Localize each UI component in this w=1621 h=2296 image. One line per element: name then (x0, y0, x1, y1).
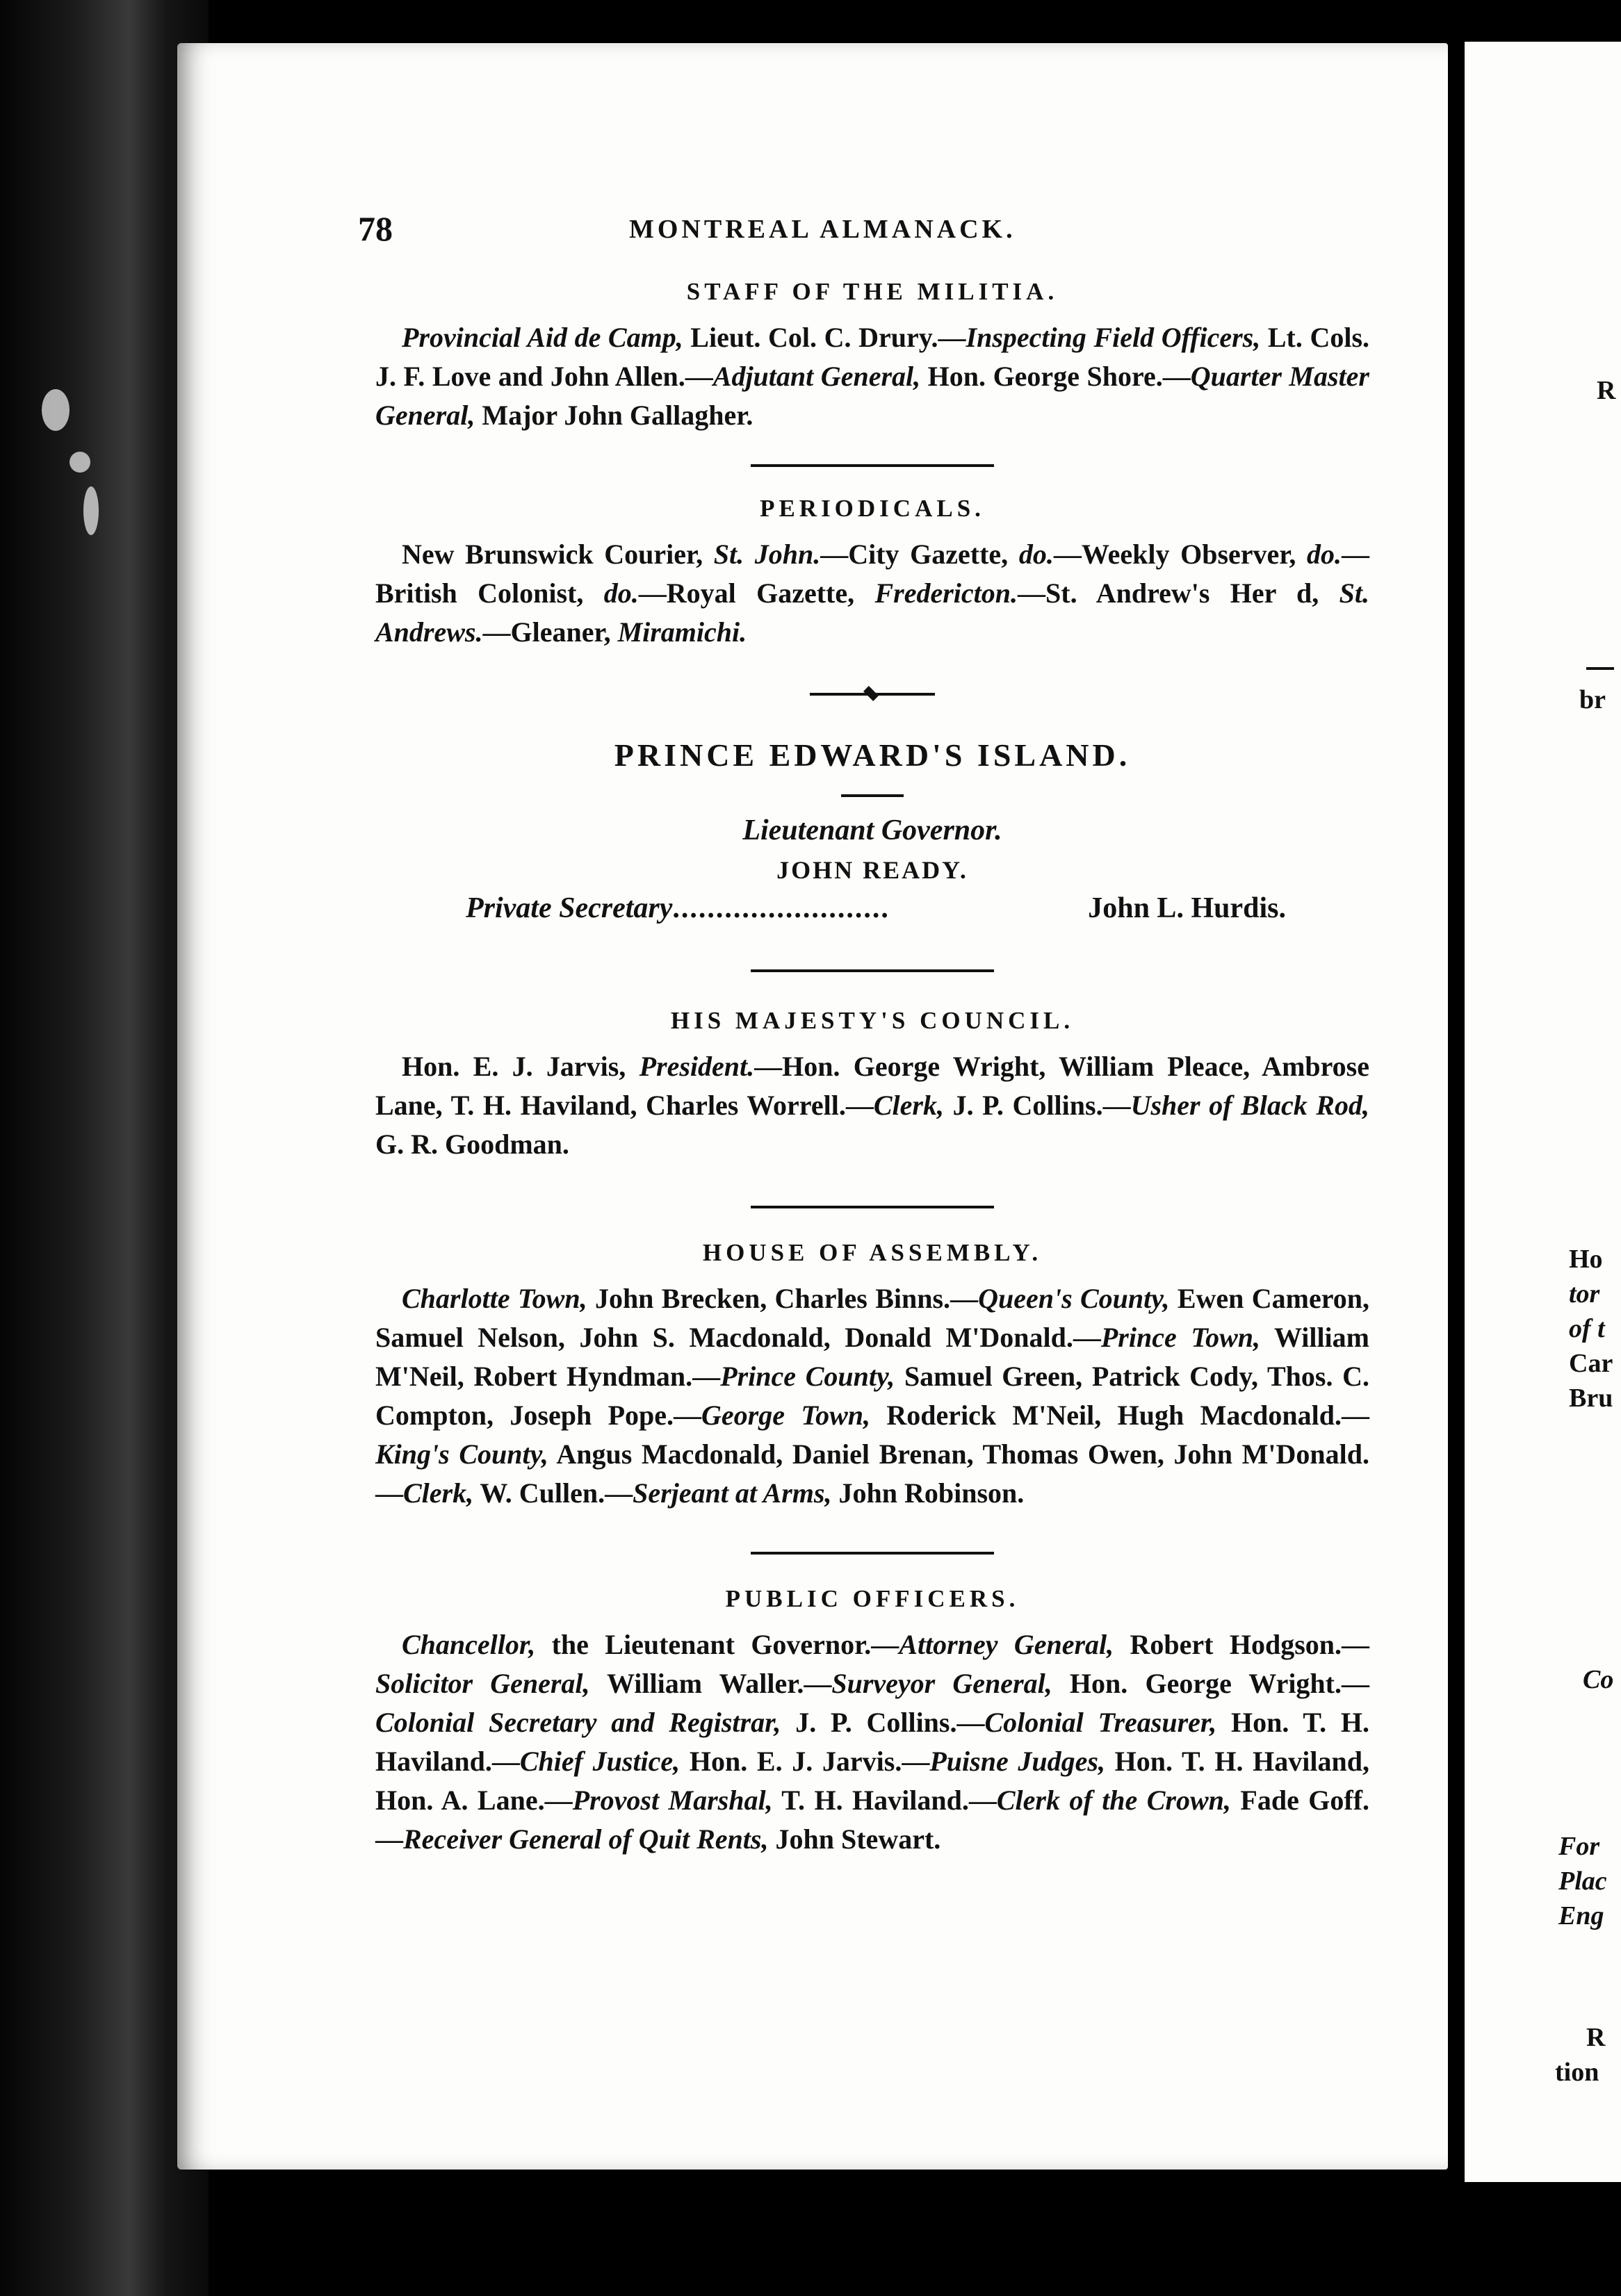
text-run: Robert Hodgson.— (1114, 1629, 1370, 1660)
office-title: Provost Marshal, (572, 1785, 773, 1816)
page-number: 78 (358, 209, 393, 248)
section-title: PERIODICALS. (760, 495, 985, 522)
militia-staff-text (375, 318, 1369, 435)
text-run: New Brunswick Courier, (402, 539, 714, 570)
text-run: G. R. Goodman. (375, 1129, 569, 1160)
running-head (358, 208, 1345, 250)
office-title: Private Secretary (466, 892, 673, 924)
office-title: Colonial Secretary and Registrar, (375, 1707, 781, 1738)
office-title: Puisne Judges, (929, 1746, 1105, 1777)
office-title: Surveyor General, (831, 1668, 1052, 1699)
section-divider (751, 969, 994, 972)
text-run: Hon. E. J. Jarvis.— (680, 1746, 930, 1777)
place-name: Fredericton. (874, 577, 1018, 609)
text-run: Ewen Cameron, Samuel Nelson, John S. Macdonald, Donald M'Donald.— (375, 1283, 1369, 1353)
scan-blemish (70, 452, 90, 473)
office-title: Inspecting Field Officers, (966, 322, 1261, 353)
scan-blemish (83, 486, 99, 535)
facing-text: R (1597, 376, 1616, 405)
district-name: Prince Town, (1100, 1322, 1261, 1353)
office-title: Attorney General, (899, 1629, 1114, 1660)
text-run: Angus Macdonald, Daniel Brenan, Thomas Owen, John M'Donald.— (375, 1438, 1370, 1509)
facing-text: R (1586, 2023, 1606, 2052)
text-run: William Waller.— (589, 1668, 832, 1699)
text-run: Lt. Cols. J. F. Love and John Allen.— (375, 322, 1370, 392)
office-title: Colonial Treasurer, (984, 1707, 1217, 1738)
office-title: Clerk, (403, 1477, 474, 1509)
office-title: President. (639, 1051, 755, 1082)
section-periodicals (375, 495, 1369, 652)
text-run: Lieut. Col. C. Drury.— (683, 322, 966, 353)
text-run: —City Gazette, (820, 539, 1019, 570)
page-content (375, 278, 1369, 1859)
text-run: —Hon. George Wright, William Pleace, Ambrose Lane, T. H. Haviland, Charles Worrell.— (375, 1051, 1369, 1121)
text-run: Roderick M'Neil, Hugh Macdonald.— (870, 1400, 1369, 1431)
text-run: Samuel Green, Patrick Cody, Thos. C. Compton, Joseph Pope.— (375, 1361, 1370, 1431)
office-title: Adjutant General, (712, 361, 921, 392)
text-run: J. P. Collins.— (781, 1707, 985, 1738)
text-run: the Lieutenant Governor.— (535, 1629, 899, 1660)
text-run: John Brecken, Charles Binns.— (587, 1283, 979, 1314)
office-title: Clerk, (873, 1090, 944, 1121)
section-title: STAFF OF THE MILITIA. (686, 278, 1059, 305)
section-public-officers (375, 1585, 1369, 1859)
text-run: Hon. George Shore.— (920, 361, 1191, 392)
district-name: Prince County, (720, 1361, 895, 1392)
district-name: Queen's County, (978, 1283, 1170, 1314)
title-rule (841, 794, 904, 797)
office-title: Clerk of the Crown, (996, 1785, 1231, 1816)
text-run: T. H. Haviland.— (772, 1785, 997, 1816)
text-run: W. Cullen.— (473, 1477, 633, 1509)
section-divider (751, 1552, 994, 1555)
facing-rule (1586, 667, 1614, 670)
district-name: Charlotte Town, (402, 1283, 587, 1314)
scan-blemish (42, 389, 70, 431)
text-run: John Stewart. (768, 1823, 941, 1855)
section-assembly (375, 1239, 1369, 1513)
text-run: Hon. T. H. Haviland.— (375, 1707, 1369, 1777)
ornament-divider (810, 687, 935, 700)
section-divider (751, 1206, 994, 1208)
section-council (375, 1007, 1369, 1164)
section-title: PUBLIC OFFICERS. (725, 1585, 1020, 1612)
place-name: Miramichi. (617, 616, 747, 648)
facing-text: Bru (1569, 1384, 1613, 1413)
section-title: HOUSE OF ASSEMBLY. (702, 1239, 1043, 1266)
facing-text: tor (1569, 1279, 1600, 1309)
text-run: —Gleaner, (482, 616, 618, 648)
district-name: George Town, (701, 1400, 871, 1431)
place-name: St. John. (713, 539, 821, 570)
book-title: MONTREAL ALMANACK. (629, 215, 1016, 244)
facing-text: of t (1569, 1314, 1605, 1343)
office-holder: JOHN READY. (776, 856, 968, 884)
facing-text: Car (1569, 1349, 1613, 1378)
office-title: Provincial Aid de Camp, (402, 322, 683, 353)
facing-text: Co (1583, 1665, 1614, 1694)
place-name: St. Andrews. (375, 577, 1370, 648)
facing-text: Ho (1569, 1245, 1603, 1274)
section-divider (751, 464, 994, 467)
text-run: Hon. E. J. Jarvis, (402, 1051, 640, 1082)
chapter-title: PRINCE EDWARD'S ISLAND. (614, 737, 1131, 773)
page-gutter (1448, 43, 1465, 2170)
office-title: Chief Justice, (519, 1746, 681, 1777)
place-name: do. (603, 577, 639, 609)
periodicals-text (375, 535, 1369, 652)
facing-text: For (1558, 1832, 1600, 1861)
office-title: Serjeant at Arms, (633, 1477, 832, 1509)
assembly-text (375, 1279, 1369, 1513)
dot-leader: ......................... (672, 892, 890, 924)
text-run: Fade Goff.— (375, 1785, 1370, 1855)
facing-text: br (1579, 685, 1606, 714)
section-title: HIS MAJESTY'S COUNCIL. (670, 1007, 1075, 1034)
text-run: William M'Neil, Robert Hyndman.— (375, 1322, 1369, 1392)
facing-text: Plac (1558, 1867, 1607, 1896)
text-run: Hon. George Wright.— (1052, 1668, 1370, 1699)
office-title: Chancellor, (402, 1629, 536, 1660)
office-title: Solicitor General, (375, 1668, 590, 1699)
place-name: do. (1018, 539, 1054, 570)
council-text (375, 1047, 1369, 1164)
text-run: Hon. T. H. Haviland, Hon. A. Lane.— (375, 1746, 1369, 1816)
public-officers-text (375, 1625, 1369, 1859)
text-run: —Royal Gazette, (638, 577, 875, 609)
text-run: Major John Gallagher. (475, 400, 754, 431)
facing-text: tion (1555, 2058, 1599, 2087)
text-run: —Weekly Observer, (1053, 539, 1307, 570)
office-holder: John L. Hurdis. (1088, 892, 1286, 924)
facing-text: Eng (1558, 1901, 1604, 1930)
section-militia-staff (375, 278, 1369, 435)
secretary-line (375, 892, 1369, 925)
section-prince-edward-island (375, 737, 1369, 925)
text-run: J. P. Collins.— (943, 1090, 1131, 1121)
text-run: John Robinson. (831, 1477, 1025, 1509)
district-name: King's County, (375, 1438, 548, 1470)
office-title: Receiver General of Quit Rents, (403, 1823, 769, 1855)
place-name: do. (1307, 539, 1342, 570)
text-run: —British Colonist, (375, 539, 1369, 609)
text-run: —St. Andrew's Her d, (1018, 577, 1339, 609)
ornament-diamond (863, 686, 879, 701)
office-title: Quarter Master General, (375, 361, 1369, 431)
office-heading: Lieutenant Governor. (742, 814, 1002, 846)
office-title: Usher of Black Rod, (1130, 1090, 1369, 1121)
facing-page-fragment (1465, 42, 1621, 2182)
